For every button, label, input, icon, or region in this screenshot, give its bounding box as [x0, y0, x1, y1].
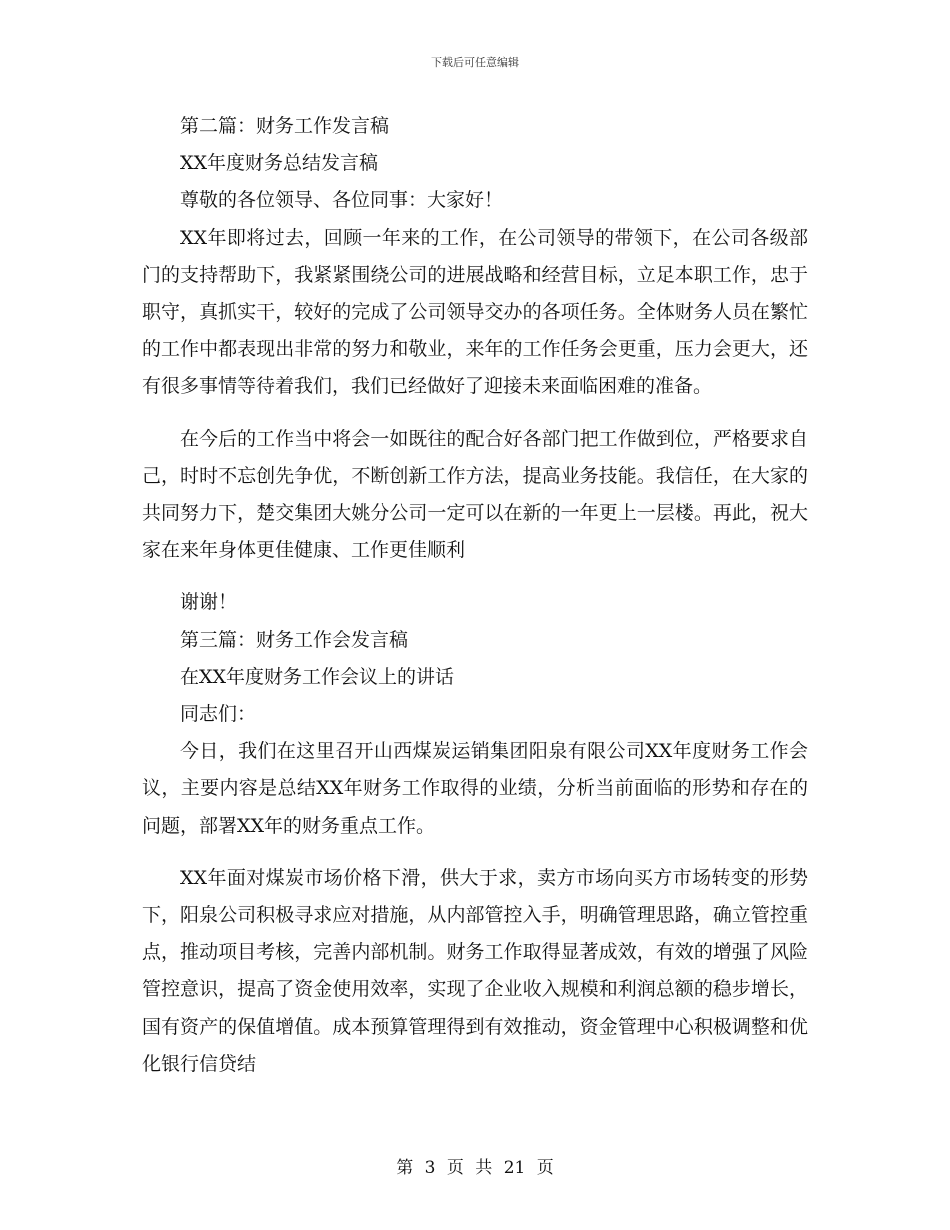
speech-title-3: 在XX年度财务工作会议上的讲话 — [180, 665, 455, 688]
body-paragraph: XX年即将过去，回顾一年来的工作，在公司领导的带领下，在公司各级部门的支持帮助下，我紧紧围绕公司的进展战略和经营目标，立足本职工作，忠于职守，真抓实干，较好的完成了公司领导交办的各项任务。全体财务人员在繁忙的工作中都表现出非常的努力和敬业，来年的工作任务会更重，压力会更大，还有很多事情等待着我们，我们已经做好了迎接未来面临困难的准备。 — [142, 226, 808, 398]
salutation-3: 同志们： — [180, 703, 257, 726]
body-paragraph: XX年面对煤炭市场价格下滑，供大于求，卖方市场向买方市场转变的形势下，阳泉公司积极寻求应对措施，从内部管控入手，明确管理思路，确立管控重点，推动项目考核，完善内部机制。财务工作取得显著成效，有效的增强了风险管控意识，提高了资金使用效率，实现了企业收入规模和利润总额的稳步增长，国有资产的保值增值。成本预算管理得到有效推动，资金管理中心积极调整和优化银行信贷结 — [142, 866, 808, 1075]
document-body — [142, 108, 808, 1083]
salutation-2: 尊敬的各位领导、各位同事：大家好！ — [180, 189, 504, 212]
section-heading-2: 第二篇：财务工作发言稿 — [180, 115, 390, 137]
speech-title-2: XX年度财务总结发言稿 — [180, 152, 379, 175]
body-paragraph: 在今后的工作当中将会一如既往的配合好各部门把工作做到位，严格要求自己，时时不忘创先争优，不断创新工作方法，提高业务技能。我信任，在大家的共同努力下，楚交集团大姚分公司一定可以在新的一年更上一层楼。再此，祝大家在来年身体更佳健康、工作更佳顺利 — [142, 427, 808, 562]
page-number: 第 3 页 共 21 页 — [396, 1158, 554, 1178]
closing-thanks: 谢谢！ — [180, 591, 238, 614]
section-heading-3: 第三篇：财务工作会发言稿 — [180, 628, 409, 651]
body-paragraph: 今日，我们在这里召开山西煤炭运销集团阳泉有限公司XX年度财务工作会议，主要内容是总结XX年财务工作取得的业绩，分析当前面临的形势和存在的问题，部署XX年的财务重点工作。 — [142, 740, 808, 837]
page-header-note: 下载后可任意编辑 — [431, 56, 519, 69]
